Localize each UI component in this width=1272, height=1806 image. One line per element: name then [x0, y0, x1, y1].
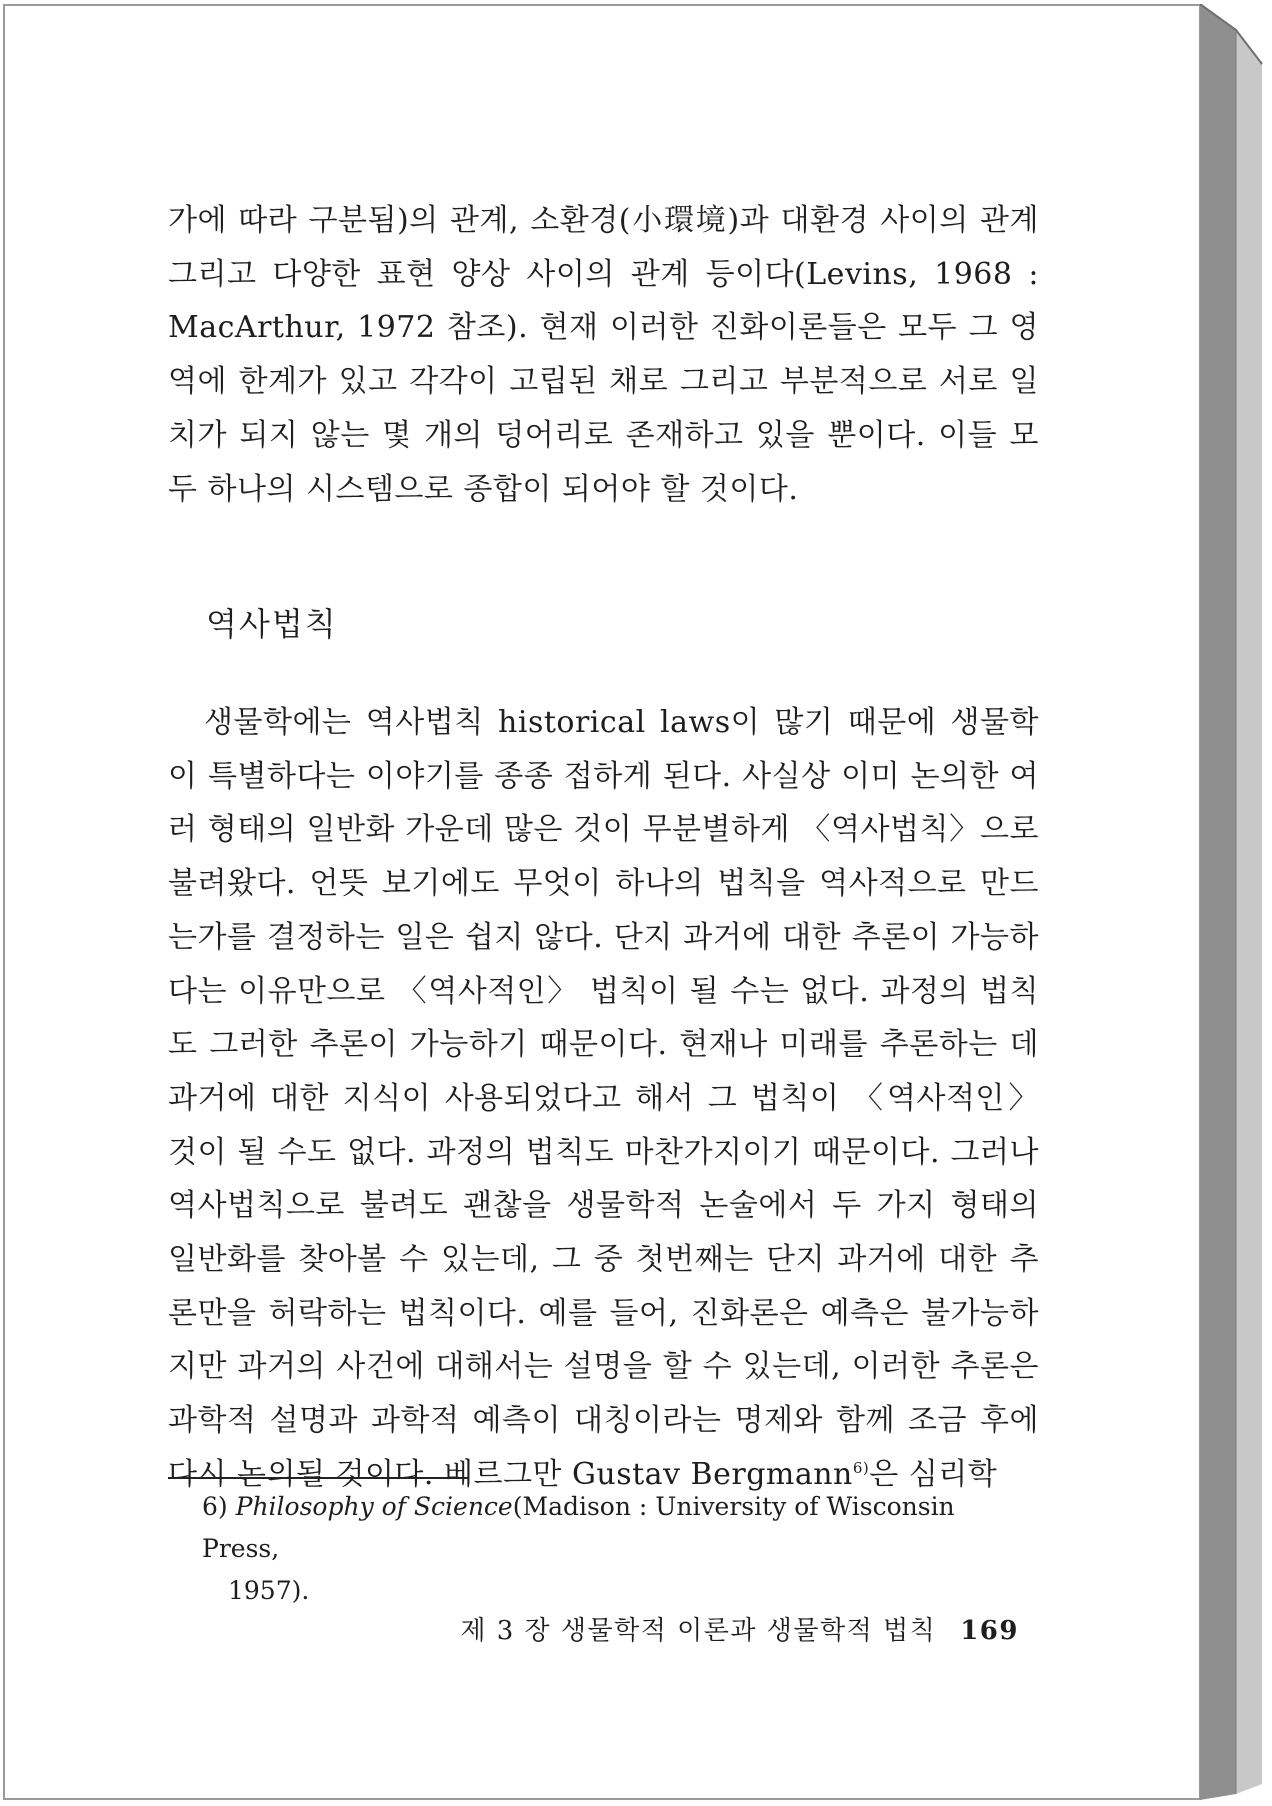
body-paragraph-1: 가에 따라 구분됨)의 관계, 소환경(小環境)과 대환경 사이의 관계 그리고 다양한 표현 양상 사이의 관계 등이다(Levins, 1968 : MacArthur, 1972 참조). 현재 이러한 진화이론들은 모두 그 영역에 한계가 있고 각각이 고립된 채로 그리고 부분적으로 서로 일치가 되지 않는 몇 개의 덩어리로 존재하고 있을 뿐이다. 이들 모두 하나의 시스템으로 종합이 되어야 할 것이다. [168, 203, 1039, 507]
running-footer [168, 1610, 1019, 1647]
book-page [3, 4, 1201, 1800]
chapter-title: 제 3 장 생물학적 이론과 생물학적 법칙 [460, 1616, 937, 1646]
footnote-number: 6) [202, 1492, 228, 1521]
footnote-year: 1957). [228, 1576, 310, 1605]
footnote-reference[interactable]: 6) [852, 1458, 870, 1477]
footnote-line-1 [168, 1486, 1039, 1570]
page-content [168, 194, 1039, 1646]
footnote-title: Philosophy of Science [235, 1492, 513, 1521]
body-paragraph-2 [168, 696, 1039, 1502]
section-heading: 역사법칙 [206, 605, 338, 643]
footnote [168, 1486, 1039, 1612]
footnote-details: (Madison : University of Wisconsin Press, [202, 1492, 955, 1563]
paragraph-2-text: 생물학에는 역사법칙 historical laws이 많기 때문에 생물학이 특별하다는 이야기를 종종 접하게 된다. 사실상 이미 논의한 여러 형태의 일반화 가운데 많은 것이 무분별하게 〈역사법칙〉으로 불려왔다. 언뜻 보기에도 무엇이 하나의 법칙을 역사적으로 만드는가를 결정하는 일은 쉽지 않다. 단지 과거에 대한 추론이 가능하다는 이유만으로 〈역사적인〉 법칙이 될 수는 없다. 과정의 법칙도 그러한 추론이 가능하기 때문이다. 현재나 미래를 추론하는 데 과거에 대한 지식이 사용되었다고 해서 그 법칙이 〈역사적인〉 것이 될 수도 없다. 과정의 법칙도 마찬가지이기 때문이다. 그러나 역사법칙으로 불려도 괜찮을 생물학적 논술에서 두 가지 형태의 일반화를 찾아볼 수 있는데, 그 중 첫번째는 단지 과거에 대한 추론만을 허락하는 법칙이다. 예를 들어, 진화론은 예측은 불가능하지만 과거의 사건에 대해서는 설명을 할 수 있는데, 이러한 추론은 과학적 설명과 과학적 예측이 대칭이라는 명제와 함께 조금 후에 다시 논의될 것이다. 베르그만 Gustav Bergmann [168, 705, 1039, 1492]
page-number: 169 [960, 1616, 1019, 1646]
footnote-divider [168, 1477, 468, 1479]
page-edge-graphic [1200, 4, 1272, 1806]
paragraph-2-tail: 은 심리학 [869, 1456, 998, 1492]
